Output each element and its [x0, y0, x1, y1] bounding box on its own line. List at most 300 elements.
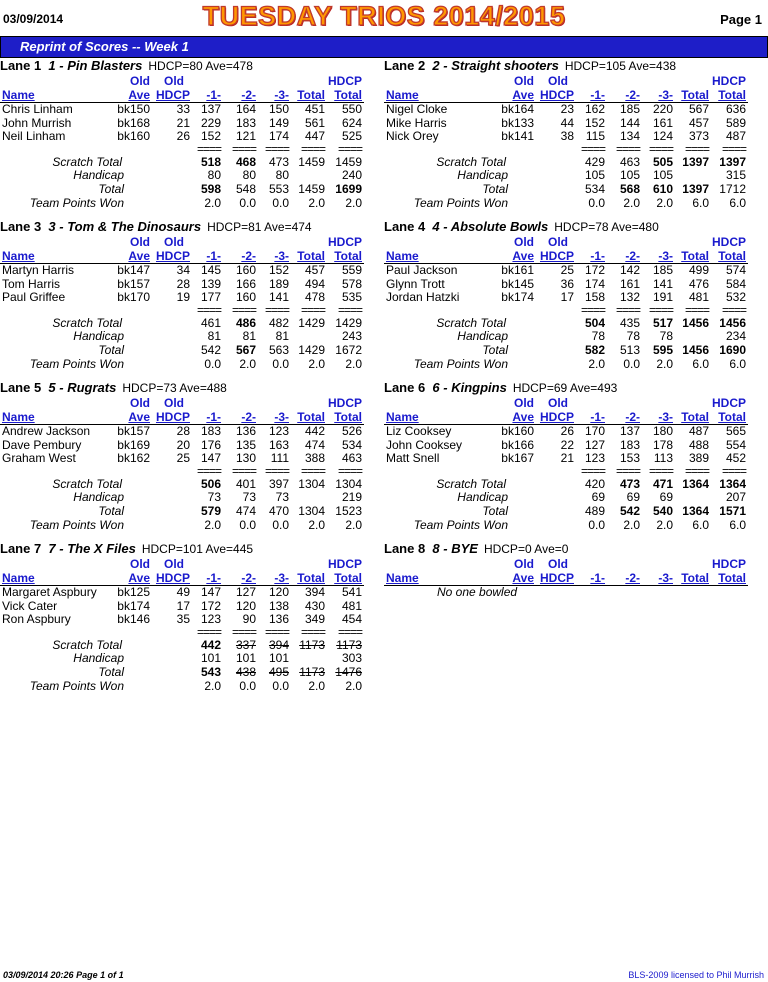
- col-header-total: Total: [297, 249, 325, 263]
- col-header-hdcp: HDCP: [327, 235, 362, 249]
- player-game-2: 164: [235, 102, 256, 116]
- player-name: Margaret Aspbury: [2, 585, 97, 599]
- player-game-3: 174: [268, 129, 289, 144]
- col-header-hdcp: HDCP: [711, 74, 746, 88]
- scratch-g2: 463: [619, 154, 640, 169]
- points-g1: 2.0: [588, 356, 605, 371]
- separator-rule: ====: [231, 141, 256, 156]
- player-game-1: 170: [584, 424, 605, 438]
- scratch-g3: 517: [652, 315, 673, 330]
- player-handicap: 34: [176, 263, 190, 277]
- row-label-points: Team Points Won: [29, 517, 124, 532]
- col-header-name: Name: [386, 249, 419, 263]
- team-name: 2 - Straight shooters: [432, 58, 559, 73]
- total-g3: 470: [268, 504, 289, 518]
- col-header-hdcp-total: Total: [718, 571, 746, 585]
- lane-section: [384, 219, 764, 379]
- col-header-old: Old: [514, 396, 534, 410]
- points-g1: 0.0: [204, 356, 221, 371]
- scratch-g3: 505: [652, 154, 673, 169]
- player-total: 476: [688, 276, 709, 291]
- lane-header: [0, 219, 312, 234]
- row-label-handicap: Handicap: [73, 168, 124, 183]
- row-label-total: Total: [98, 504, 124, 518]
- player-game-1: 172: [200, 598, 221, 613]
- player-average: bk145: [501, 276, 534, 291]
- lane-section: [384, 380, 764, 540]
- scratch-htotal: 1429: [335, 315, 362, 330]
- player-game-2: 130: [235, 451, 256, 466]
- points-g2: 0.0: [239, 195, 256, 210]
- player-total: 451: [304, 102, 325, 116]
- lane-header: [384, 219, 659, 234]
- handicap-g3: 81: [275, 329, 289, 344]
- player-game-1: 123: [200, 612, 221, 627]
- player-game-3: 120: [268, 585, 289, 599]
- scratch-total: 1364: [682, 476, 709, 491]
- points-htotal: 6.0: [729, 195, 746, 210]
- player-hdcp-total: 487: [725, 129, 746, 144]
- scratch-g3: 397: [268, 476, 289, 491]
- scratch-total: 1397: [682, 154, 709, 169]
- lane-header: [384, 541, 568, 556]
- separator-rule: ====: [684, 463, 709, 478]
- col-header-game-2: -2-: [241, 571, 256, 585]
- col-header-total: Total: [297, 571, 325, 585]
- player-total: 457: [688, 115, 709, 130]
- team-hdcp-info: HDCP=73 Ave=488: [122, 381, 227, 395]
- player-handicap: 49: [176, 585, 190, 599]
- player-average: bk169: [117, 437, 150, 452]
- col-header-old: Old: [164, 557, 184, 571]
- player-total: 474: [304, 437, 325, 452]
- print-date: 03/09/2014: [3, 12, 64, 26]
- handicap-g1: 78: [591, 329, 605, 344]
- col-header-total: Total: [297, 88, 325, 102]
- player-game-3: 189: [268, 276, 289, 291]
- points-htotal: 6.0: [729, 517, 746, 532]
- banner-text: Reprint of Scores -- Week 1: [20, 39, 189, 54]
- points-g2: 2.0: [623, 195, 640, 210]
- player-average: bk150: [117, 102, 150, 116]
- separator-rule: ====: [721, 463, 746, 478]
- total-g3: 563: [268, 343, 289, 357]
- total-total: 1364: [682, 504, 709, 518]
- handicap-htotal: 243: [341, 329, 362, 344]
- player-game-1: 176: [200, 437, 221, 452]
- player-game-2: 144: [619, 115, 640, 130]
- player-hdcp-total: 624: [341, 115, 362, 130]
- scratch-g2: 486: [235, 315, 256, 330]
- handicap-g1: 101: [200, 651, 221, 666]
- player-handicap: 35: [176, 612, 190, 627]
- points-g2: 2.0: [623, 517, 640, 532]
- player-average: bk174: [117, 598, 150, 613]
- lane-section: [0, 219, 380, 379]
- points-htotal: 6.0: [729, 356, 746, 371]
- lane-number: Lane 5: [0, 380, 42, 395]
- player-total: 430: [304, 598, 325, 613]
- player-hdcp-total: 532: [725, 290, 746, 305]
- col-header-total: Total: [681, 410, 709, 424]
- team-name: 8 - BYE: [432, 541, 478, 556]
- lane-section: [0, 541, 380, 701]
- separator-rule: ====: [196, 302, 221, 317]
- player-name: Nick Orey: [386, 129, 439, 144]
- lane-section: [384, 541, 764, 701]
- player-game-2: 90: [242, 612, 256, 627]
- col-header-old: Old: [164, 74, 184, 88]
- col-header-old: Old: [548, 557, 568, 571]
- player-game-1: 123: [584, 451, 605, 466]
- player-game-3: 152: [268, 263, 289, 277]
- handicap-htotal: 240: [341, 168, 362, 183]
- col-header-old: Old: [514, 557, 534, 571]
- total-total: 1173: [299, 665, 325, 679]
- team-hdcp-info: HDCP=81 Ave=474: [207, 220, 312, 234]
- player-hdcp-total: 574: [725, 263, 746, 277]
- player-name: Dave Pembury: [2, 437, 82, 452]
- player-game-3: 149: [268, 115, 289, 130]
- col-header-game-2: -2-: [625, 249, 640, 263]
- total-g2: 542: [619, 504, 640, 518]
- player-game-2: 135: [235, 437, 256, 452]
- total-g2: 567: [235, 343, 256, 357]
- player-game-3: 138: [268, 598, 289, 613]
- player-hdcp-total: 550: [341, 102, 362, 116]
- points-g3: 2.0: [656, 195, 673, 210]
- row-label-total: Total: [482, 343, 508, 357]
- separator-rule: ====: [264, 463, 289, 478]
- player-game-1: 139: [200, 276, 221, 291]
- col-header-total: Total: [681, 571, 709, 585]
- col-header-game-1: -1-: [590, 249, 605, 263]
- col-header-old: Old: [164, 235, 184, 249]
- player-game-1: 158: [584, 290, 605, 305]
- col-header-ave: Ave: [128, 571, 150, 585]
- col-header-old: Old: [514, 74, 534, 88]
- lane-section: [0, 380, 380, 540]
- lane-header: [384, 380, 617, 395]
- col-header-old: Old: [130, 396, 150, 410]
- col-header-old: Old: [130, 235, 150, 249]
- player-game-1: 174: [584, 276, 605, 291]
- separator-rule: ====: [580, 141, 605, 156]
- points-g1: 2.0: [204, 517, 221, 532]
- player-name: Glynn Trott: [386, 276, 445, 291]
- col-header-game-1: -1-: [206, 249, 221, 263]
- total-g3: 553: [268, 182, 289, 196]
- separator-rule: ====: [615, 463, 640, 478]
- col-header-game-1: -1-: [590, 410, 605, 424]
- separator-rule: ====: [684, 141, 709, 156]
- col-header-hdcp-total: Total: [718, 88, 746, 102]
- player-game-1: 137: [200, 102, 221, 116]
- player-name: Paul Jackson: [386, 263, 458, 277]
- player-hdcp-total: 463: [341, 451, 362, 466]
- player-total: 389: [688, 451, 709, 466]
- lane-number: Lane 2: [384, 58, 426, 73]
- col-header-name: Name: [386, 88, 419, 102]
- lane-number: Lane 3: [0, 219, 42, 234]
- player-game-2: 160: [235, 263, 256, 277]
- player-hdcp-total: 584: [725, 276, 746, 291]
- col-header-total: Total: [297, 410, 325, 424]
- col-header-hdcp: HDCP: [155, 571, 190, 585]
- row-label-handicap: Handicap: [73, 490, 124, 505]
- col-header-old: Old: [548, 235, 568, 249]
- col-header-name: Name: [2, 249, 35, 263]
- player-game-1: 145: [200, 263, 221, 277]
- player-handicap: 17: [560, 290, 574, 305]
- row-label-points: Team Points Won: [413, 517, 508, 532]
- scratch-g3: 471: [652, 476, 673, 491]
- points-total: 2.0: [308, 195, 325, 210]
- player-game-1: 177: [200, 290, 221, 305]
- col-header-hdcp: HDCP: [539, 88, 574, 102]
- col-header-hdcp-total: Total: [334, 410, 362, 424]
- scratch-htotal: 1459: [335, 154, 362, 169]
- points-g2: 0.0: [623, 356, 640, 371]
- separator-rule: ====: [196, 463, 221, 478]
- total-g2: 474: [235, 504, 256, 518]
- total-g1: 543: [200, 665, 221, 679]
- player-game-1: 152: [200, 129, 221, 144]
- handicap-htotal: 207: [725, 490, 746, 505]
- player-average: bk147: [117, 263, 150, 277]
- player-game-2: 142: [619, 263, 640, 277]
- col-header-hdcp: HDCP: [155, 88, 190, 102]
- row-label-points: Team Points Won: [29, 195, 124, 210]
- col-header-name: Name: [386, 410, 419, 424]
- handicap-g2: 101: [235, 651, 256, 666]
- player-average: bk160: [117, 129, 150, 144]
- col-header-name: Name: [2, 410, 35, 424]
- total-htotal: 1672: [335, 343, 362, 357]
- player-game-3: 178: [652, 437, 673, 452]
- player-hdcp-total: 541: [341, 585, 362, 599]
- points-total: 2.0: [308, 678, 325, 693]
- points-g3: 0.0: [272, 678, 289, 693]
- separator-rule: ====: [231, 463, 256, 478]
- col-header-old: Old: [548, 396, 568, 410]
- player-total: 349: [304, 612, 325, 627]
- player-average: bk164: [501, 102, 534, 116]
- points-g2: 0.0: [239, 678, 256, 693]
- player-game-2: 166: [235, 276, 256, 291]
- separator-rule: ====: [300, 141, 325, 156]
- total-total: 1304: [298, 504, 325, 518]
- player-name: Vick Cater: [2, 598, 58, 613]
- separator-rule: ====: [231, 302, 256, 317]
- scratch-g2: 468: [235, 154, 256, 169]
- player-average: bk166: [501, 437, 534, 452]
- player-hdcp-total: 454: [341, 612, 362, 627]
- player-handicap: 26: [176, 129, 190, 144]
- separator-rule: ====: [337, 302, 362, 317]
- player-game-2: 127: [235, 585, 256, 599]
- player-hdcp-total: 535: [341, 290, 362, 305]
- handicap-g2: 81: [242, 329, 256, 344]
- lane-number: Lane 8: [384, 541, 426, 556]
- lane-header: [0, 380, 227, 395]
- col-header-old: Old: [548, 74, 568, 88]
- handicap-g3: 78: [659, 329, 673, 344]
- col-header-ave: Ave: [128, 88, 150, 102]
- col-header-game-3: -3-: [658, 249, 673, 263]
- col-header-old: Old: [130, 557, 150, 571]
- player-name: Matt Snell: [386, 451, 440, 466]
- lane-number: Lane 6: [384, 380, 426, 395]
- separator-rule: ====: [300, 463, 325, 478]
- col-header-game-3: -3-: [274, 571, 289, 585]
- separator-rule: ====: [196, 141, 221, 156]
- lane-header: [0, 541, 253, 556]
- separator-rule: ====: [721, 141, 746, 156]
- player-hdcp-total: 636: [725, 102, 746, 116]
- points-g1: 2.0: [204, 678, 221, 693]
- total-g3: 540: [652, 504, 673, 518]
- player-game-3: 141: [268, 290, 289, 305]
- player-handicap: 21: [176, 115, 190, 130]
- player-game-2: 183: [619, 437, 640, 452]
- row-label-points: Team Points Won: [413, 356, 508, 371]
- player-handicap: 21: [560, 451, 574, 466]
- col-header-hdcp: HDCP: [327, 74, 362, 88]
- col-header-game-3: -3-: [658, 88, 673, 102]
- player-handicap: 22: [560, 437, 574, 452]
- col-header-total: Total: [681, 249, 709, 263]
- col-header-old: Old: [514, 235, 534, 249]
- player-handicap: 23: [560, 102, 574, 116]
- lane-number: Lane 7: [0, 541, 42, 556]
- player-name: Graham West: [2, 451, 76, 466]
- handicap-g2: 73: [242, 490, 256, 505]
- team-hdcp-info: HDCP=69 Ave=493: [512, 381, 618, 395]
- player-total: 499: [688, 263, 709, 277]
- col-header-ave: Ave: [128, 249, 150, 263]
- col-header-hdcp-total: Total: [334, 88, 362, 102]
- player-average: bk174: [501, 290, 534, 305]
- player-game-3: 180: [652, 424, 673, 438]
- player-game-2: 153: [619, 451, 640, 466]
- col-header-ave: Ave: [512, 249, 534, 263]
- row-label-scratch: Scratch Total: [52, 315, 122, 330]
- points-total: 6.0: [692, 517, 709, 532]
- total-htotal: 1571: [719, 504, 746, 518]
- col-header-game-2: -2-: [241, 410, 256, 424]
- scratch-g1: 420: [584, 476, 605, 491]
- player-game-2: 121: [235, 129, 256, 144]
- player-hdcp-total: 534: [341, 437, 362, 452]
- footer-timestamp: 03/09/2014 20:26 Page 1 of 1: [3, 970, 124, 980]
- player-average: bk157: [117, 424, 150, 438]
- player-game-2: 185: [619, 102, 640, 116]
- points-g3: 0.0: [272, 195, 289, 210]
- player-game-3: 124: [652, 129, 673, 144]
- scratch-g1: 461: [200, 315, 221, 330]
- player-game-1: 147: [200, 585, 221, 599]
- separator-rule: ====: [300, 302, 325, 317]
- row-label-total: Total: [482, 182, 508, 196]
- player-handicap: 33: [176, 102, 190, 116]
- player-game-2: 134: [619, 129, 640, 144]
- col-header-hdcp: HDCP: [711, 396, 746, 410]
- player-game-1: 115: [585, 129, 605, 144]
- separator-rule: ====: [721, 302, 746, 317]
- lane-header: [0, 58, 253, 73]
- player-hdcp-total: 452: [725, 451, 746, 466]
- points-total: 6.0: [692, 356, 709, 371]
- col-header-game-3: -3-: [658, 410, 673, 424]
- row-label-scratch: Scratch Total: [436, 315, 506, 330]
- handicap-g1: 73: [207, 490, 221, 505]
- total-total: 1429: [298, 343, 325, 357]
- player-average: bk146: [117, 612, 150, 627]
- row-label-handicap: Handicap: [457, 168, 508, 183]
- team-name: 3 - Tom & The Dinosaurs: [48, 219, 202, 234]
- points-total: 2.0: [308, 517, 325, 532]
- points-g3: 0.0: [272, 356, 289, 371]
- player-hdcp-total: 565: [725, 424, 746, 438]
- team-hdcp-info: HDCP=78 Ave=480: [554, 220, 659, 234]
- scratch-htotal: 1397: [719, 154, 746, 169]
- player-game-3: 150: [268, 102, 289, 116]
- scratch-htotal: 1456: [719, 315, 746, 330]
- col-header-game-1: -1-: [206, 410, 221, 424]
- player-handicap: 20: [176, 437, 190, 452]
- player-total: 442: [304, 424, 325, 438]
- handicap-g3: 69: [659, 490, 673, 505]
- row-label-points: Team Points Won: [29, 356, 124, 371]
- player-total: 567: [688, 102, 709, 116]
- col-header-old: Old: [130, 74, 150, 88]
- separator-rule: ====: [648, 463, 673, 478]
- col-header-game-2: -2-: [625, 571, 640, 585]
- scratch-g3: 473: [268, 154, 289, 169]
- col-header-game-2: -2-: [625, 410, 640, 424]
- col-header-hdcp: HDCP: [539, 571, 574, 585]
- player-total: 447: [304, 129, 325, 144]
- player-game-2: 161: [619, 276, 640, 291]
- col-header-ave: Ave: [128, 410, 150, 424]
- lane-number: Lane 1: [0, 58, 42, 73]
- scratch-g2: 435: [619, 315, 640, 330]
- player-game-3: 220: [652, 102, 673, 116]
- player-game-1: 152: [584, 115, 605, 130]
- player-name: John Murrish: [2, 115, 72, 130]
- player-hdcp-total: 481: [341, 598, 362, 613]
- player-game-3: 113: [653, 451, 673, 466]
- player-game-1: 127: [584, 437, 605, 452]
- total-htotal: 1699: [335, 182, 362, 196]
- col-header-hdcp: HDCP: [711, 557, 746, 571]
- row-label-total: Total: [98, 665, 124, 679]
- player-name: Neil Linham: [2, 129, 66, 144]
- separator-rule: ====: [648, 141, 673, 156]
- col-header-game-3: -3-: [274, 249, 289, 263]
- player-hdcp-total: 554: [725, 437, 746, 452]
- col-header-ave: Ave: [512, 88, 534, 102]
- separator-rule: ====: [648, 302, 673, 317]
- col-header-hdcp-total: Total: [334, 571, 362, 585]
- points-g2: 2.0: [239, 356, 256, 371]
- league-title: TUESDAY TRIOS 2014/2015: [202, 1, 566, 31]
- handicap-g2: 80: [242, 168, 256, 183]
- player-total: 388: [304, 451, 325, 466]
- player-hdcp-total: 559: [341, 263, 362, 277]
- points-htotal: 2.0: [345, 517, 362, 532]
